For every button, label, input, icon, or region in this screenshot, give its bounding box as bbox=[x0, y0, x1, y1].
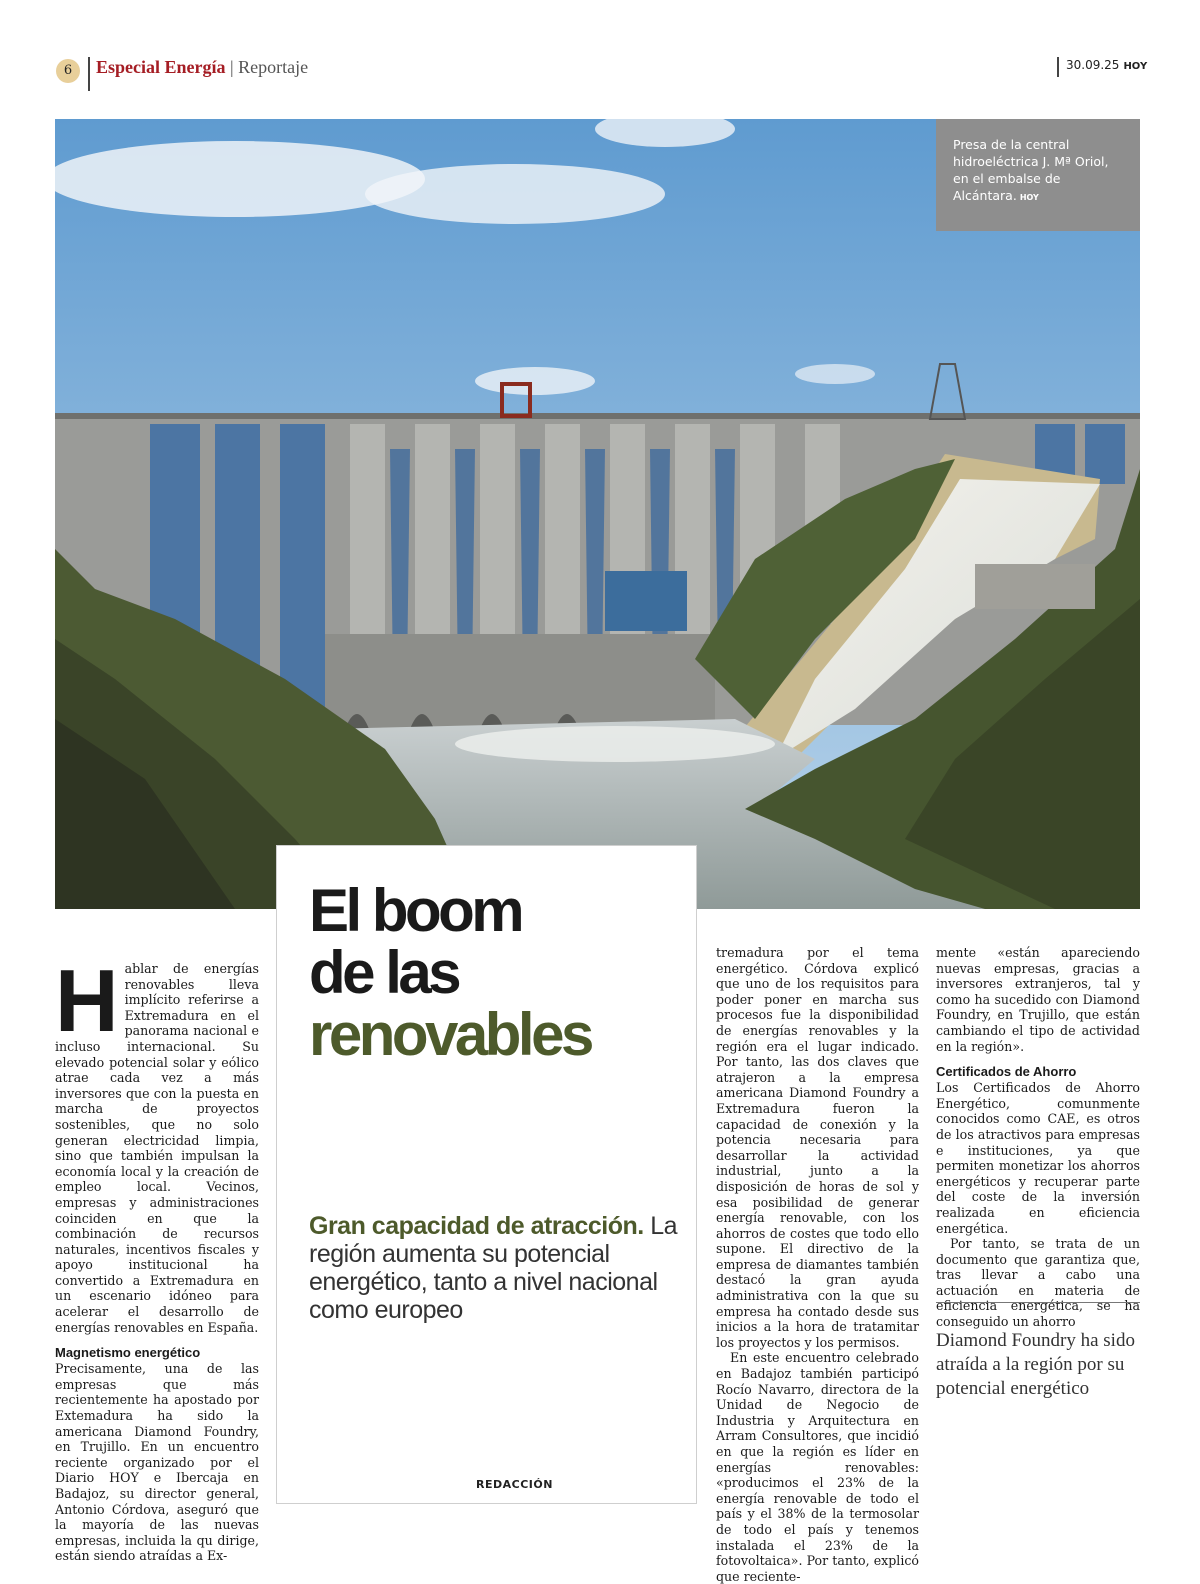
photo-credit: HOY bbox=[1019, 193, 1039, 202]
section-separator: | bbox=[230, 57, 234, 77]
drop-cap: H bbox=[55, 951, 119, 1050]
deck bbox=[309, 1212, 681, 1324]
header-divider bbox=[88, 57, 90, 91]
date-divider bbox=[1057, 57, 1059, 77]
dam-illustration bbox=[55, 119, 1140, 909]
article-paragraph: Por tanto, se trata de un documento que garantiza que, tras llevar a cabo una actuación en materia de eficiencia energética, se ha conseguido un ahorro bbox=[936, 1236, 1140, 1330]
article-paragraph: tremadura por el tema energético. Córdova explicó que uno de los requisitos para poder poner en marcha sus procesos fue la disponibilidad de energías renovables y la región era el lugar indicado. Por tanto, las dos claves que atrajeron a la empresa americana Diamond Foundry a Extremadura fueron la capacidad de conexión y la potencia necesaria para desarrollar la actividad industrial, junto a la disposición de horas de sol y esa posibilidad de generar energía renovable, con los ahorros de costes que todo ello supone. El directivo de la empresa de diamantes también destacó la gran ayuda administrativa con la que su empresa ha contado desde sus inicios a la hora de tratamitar los proyectos y los permisos. bbox=[716, 945, 919, 1350]
publication-logo: HOY bbox=[1123, 61, 1148, 72]
headline bbox=[309, 877, 591, 1068]
section-name: Especial Energía bbox=[96, 57, 226, 77]
headline-line-2: de las bbox=[309, 939, 459, 1006]
article-column-1 bbox=[55, 951, 259, 1564]
dam-photo bbox=[55, 119, 1140, 909]
paragraph-text: ablar de energías renovables lleva implícito referirse a Extremadura en el panorama nacional e incluso internacional. Su elevado potencial solar y eólico atrae cada vez a más inversores que con la puesta en marcha de proyectos sostenibles, que no solo generan electricidad limpia, sino que también impulsan la economía local y la creación de empleo local. Vecinos, empresas y administraciones coinciden en que la combinación de recursos naturales, incentivos fiscales y apoyo institucional ha convertido a Extremadura en un escenario idóneo para acelerar el desarrollo de energías renovables en España. bbox=[55, 961, 259, 1335]
caption-text: Presa de la central hidroeléctrica J. Mª Oriol, en el embalse de Alcántara. bbox=[953, 137, 1109, 203]
page-number: 6 bbox=[56, 59, 80, 83]
subhead-certificados: Certificados de Ahorro bbox=[936, 1064, 1077, 1080]
deck-text: La región aumenta su potencial energético, tanto a nivel nacional como europeo bbox=[309, 1212, 678, 1324]
article-column-3 bbox=[716, 945, 919, 1584]
subhead-magnetismo: Magnetismo energético bbox=[55, 1345, 201, 1361]
headline-line-1: El boom bbox=[309, 877, 522, 944]
subsection-name: Reportaje bbox=[238, 57, 309, 77]
deck-lead: Gran capacidad de atracción. bbox=[309, 1212, 644, 1240]
photo-caption-box bbox=[936, 119, 1140, 231]
article-paragraph: Los Certificados de Ahorro Energético, comunmente conocidos como CAE, es otros de los atractivos para empresas e instituciones, ya que permiten monetizar los ahorros energéticos y recuperar parte del coste de la inversión realizada en eficiencia energética. bbox=[936, 1080, 1140, 1236]
article-paragraph bbox=[55, 951, 259, 1335]
byline: REDACCIÓN bbox=[476, 1478, 553, 1491]
photo-caption bbox=[936, 119, 1140, 206]
section-label bbox=[96, 57, 308, 78]
headline-line-3: renovables bbox=[309, 1001, 591, 1068]
article-paragraph: En este encuentro celebrado en Badajoz también participó Rocío Navarro, directora de la Unidad de Negocio de Industria y Arquitectura en Arram Consultores, que incidió en que la región es líder en energías renovables: «producimos el 23% de la energía renovable de todo el país y el 38% de la termosolar de todo el país y tenemos instalada el 23% de la fotovoltaica». Por tanto, explicó que reciente- bbox=[716, 1350, 919, 1584]
article-column-4 bbox=[936, 945, 1140, 1330]
pull-quote: Diamond Foundry ha sido atraída a la región por su potencial energético bbox=[936, 1302, 1140, 1401]
date-text: 30.09.25 bbox=[1066, 58, 1120, 72]
article-paragraph: mente «están apareciendo nuevas empresas, gracias a inversores extranjeros, tal y como ha sucedido con Diamond Foundry, en Trujillo, que están cambiando el tipo de actividad en la región». bbox=[936, 945, 1140, 1054]
article-paragraph: Precisamente, una de las empresas que más recientemente ha apostado por Extemadura ha sido la americana Diamond Foundry, en Trujillo. En un encuentro reciente organizado por el Diario HOY e Ibercaja en Badajoz, su director general, Antonio Córdova, aseguró que la mayoría de las nuevas empresas, incluida la qu dirige, están siendo atraídas a Ex- bbox=[55, 1361, 259, 1564]
issue-date bbox=[1066, 58, 1147, 72]
